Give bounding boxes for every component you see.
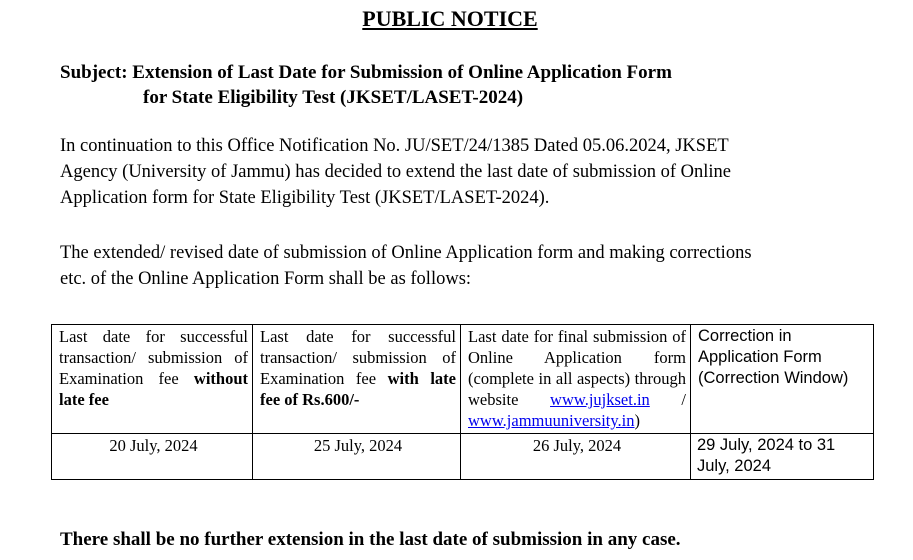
table-row (52, 434, 874, 480)
header-bold-text: without late fee (59, 369, 248, 409)
notice-subject (60, 60, 672, 110)
header-text: Last date for successful transaction/ submission of Examination fee (59, 327, 248, 388)
subject-line-2: for State Eligibility Test (JKSET/LASET-2024) (143, 87, 524, 108)
no-further-extension-note: There shall be no further extension in the last date of submission in any case. (60, 529, 681, 550)
header-text: Last date for final submission of Online Application form (complete in all aspects) through website (468, 327, 686, 409)
header-fee-without-late-fee (52, 325, 253, 434)
notice-title: PUBLIC NOTICE (362, 6, 538, 31)
paragraph-line: In continuation to this Office Notification No. JU/SET/24/1385 Dated 05.06.2024, JKSET (60, 136, 729, 156)
header-text: Correction in Application Form (Correction Window) (698, 327, 849, 387)
header-correction-window (691, 325, 874, 434)
paragraph-line: Agency (University of Jammu) has decided to extend the last date of submission of Online (60, 162, 731, 182)
schedule-table (51, 324, 874, 480)
date-fee-without-late-fee: 20 July, 2024 (52, 434, 253, 480)
header-bold-text: with late fee of Rs.600/- (260, 369, 457, 409)
jujkset-link[interactable]: www.jujkset.in (550, 390, 650, 409)
revised-dates-intro-paragraph (60, 240, 840, 292)
paragraph-line: Application form for State Eligibility Test (JKSET/LASET-2024). (60, 188, 550, 208)
link-separator: / (649, 390, 686, 409)
date-correction-window: 29 July, 2024 to 31 July, 2024 (691, 434, 874, 480)
continuation-paragraph (60, 133, 840, 211)
header-fee-with-late-fee (253, 325, 461, 434)
paragraph-line: etc. of the Online Application Form shall be as follows: (60, 269, 472, 289)
table-header-row (52, 325, 874, 434)
header-final-submission (461, 325, 691, 434)
date-final-submission: 26 July, 2024 (461, 434, 691, 480)
header-text: Last date for successful transaction/ submission of Examination fee (260, 327, 456, 388)
paragraph-line: The extended/ revised date of submission of Online Application form and making corrections (60, 243, 752, 263)
jammuuniversity-link[interactable]: www.jammuuniversity.in (468, 411, 635, 430)
subject-line-1: Subject: Extension of Last Date for Submission of Online Application Form (60, 62, 672, 83)
date-fee-with-late-fee: 25 July, 2024 (253, 434, 461, 480)
closing-paren: ) (634, 411, 641, 430)
